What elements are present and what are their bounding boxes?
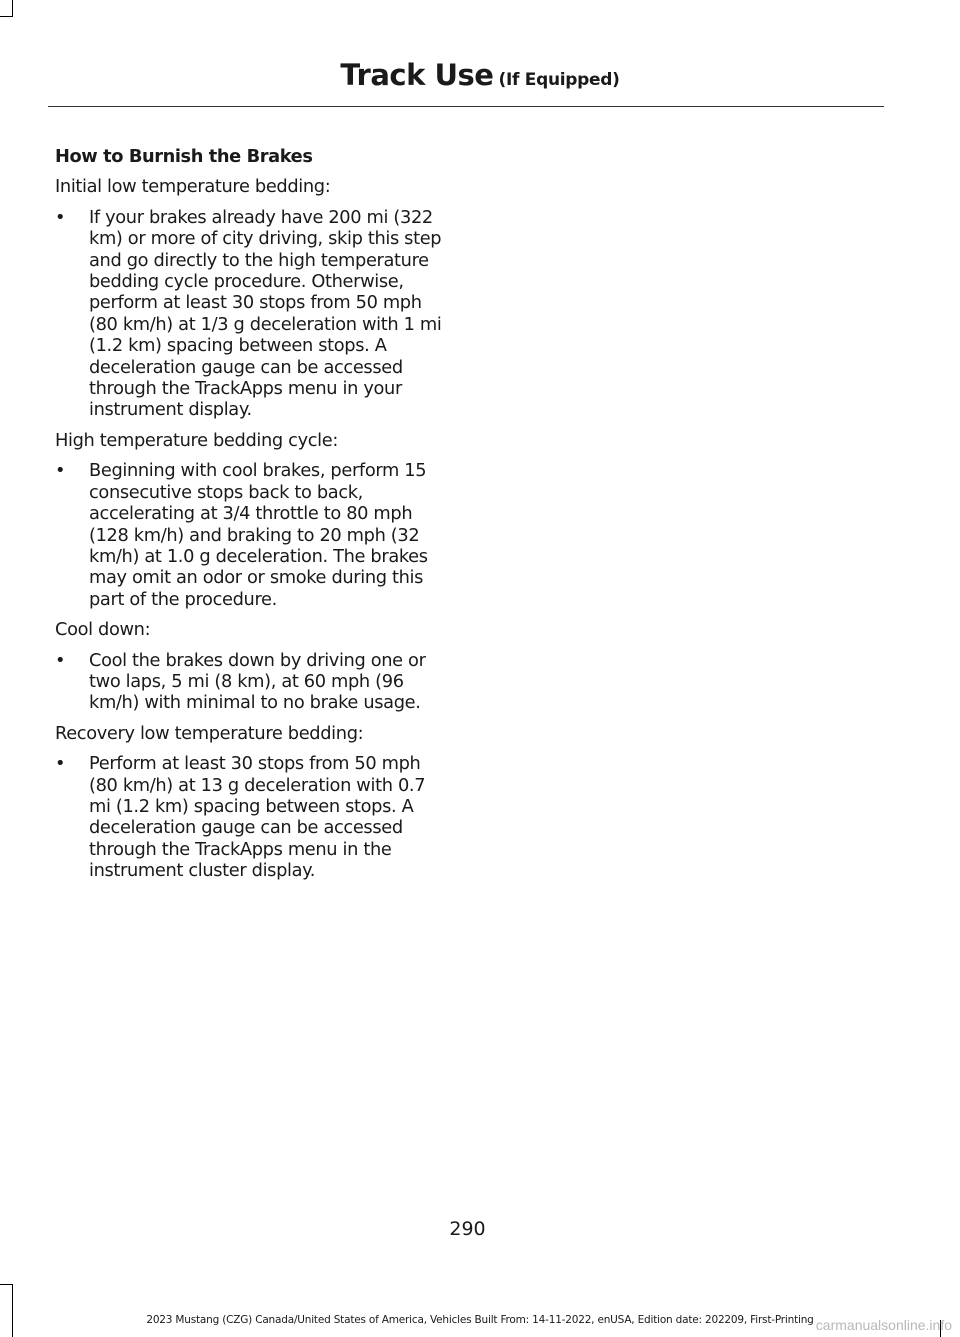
bullet-item-initial [55,207,451,421]
section-label-initial: Initial low temperature bedding: [55,176,331,198]
section-label-cool: Cool down: [55,619,151,641]
watermark: carmanualsonline.info [815,1317,952,1333]
bullet-icon: • [55,460,66,482]
bullet-item-recovery [55,753,451,881]
bullet-text: Beginning with cool brakes, perform 15 consecutive stops back to back, accelerating at 3/4 throttle to 80 mph (128 km/h) and braking to 20 mph (32 km/h) at 1.0 g deceleration. The brakes may omit an odor or smoke during this part of the procedure. [89,460,428,610]
page-footer: 2023 Mustang (CZG) Canada/United States of America, Vehicles Built From: 14-11-2022, enUSA, Edition date: 202209, First-Printing [146,1314,814,1326]
crop-mark-top-left-v [12,0,13,16]
bullet-item-cool [55,650,451,714]
bullet-text: Perform at least 30 stops from 50 mph (80 km/h) at 13 g deceleration with 0.7 mi (1.2 km) spacing between stops. A deceleration gauge can be accessed through the TrackApps menu in the instrument cluster display. [89,753,426,882]
section-label-recovery: Recovery low temperature bedding: [55,722,364,744]
main-content [55,146,451,891]
section-heading: How to Burnish the Brakes [55,146,313,167]
crop-mark-top-left-h [0,16,13,17]
bullet-text: Cool the brakes down by driving one or two laps, 5 mi (8 km), at 60 mph (96 km/h) with minimal to no brake usage. [89,649,426,714]
page-header [0,58,960,92]
section-label-high: High temperature bedding cycle: [55,429,338,451]
bullet-text: If your brakes already have 200 mi (322 km) or more of city driving, skip this step and go directly to the high temperature bedding cycle procedure. Otherwise, perform at least 30 stops from 50 mph (80 km/h) at 1/3 g deceleration with 1 mi (1.2 km) spacing between stops. A deceleration gauge can be accessed through the TrackApps menu in your instrument display. [89,206,442,421]
page-number: 290 [449,1218,486,1240]
page-subtitle: (If Equipped) [498,70,620,90]
crop-mark-bottom-left-h [0,1284,13,1285]
bullet-item-high [55,460,451,610]
bullet-icon: • [55,753,66,775]
bullet-icon: • [55,206,66,228]
header-divider [48,106,884,107]
bullet-icon: • [55,649,66,671]
crop-mark-bottom-left-v [12,1285,13,1337]
page-title: Track Use [340,58,494,92]
